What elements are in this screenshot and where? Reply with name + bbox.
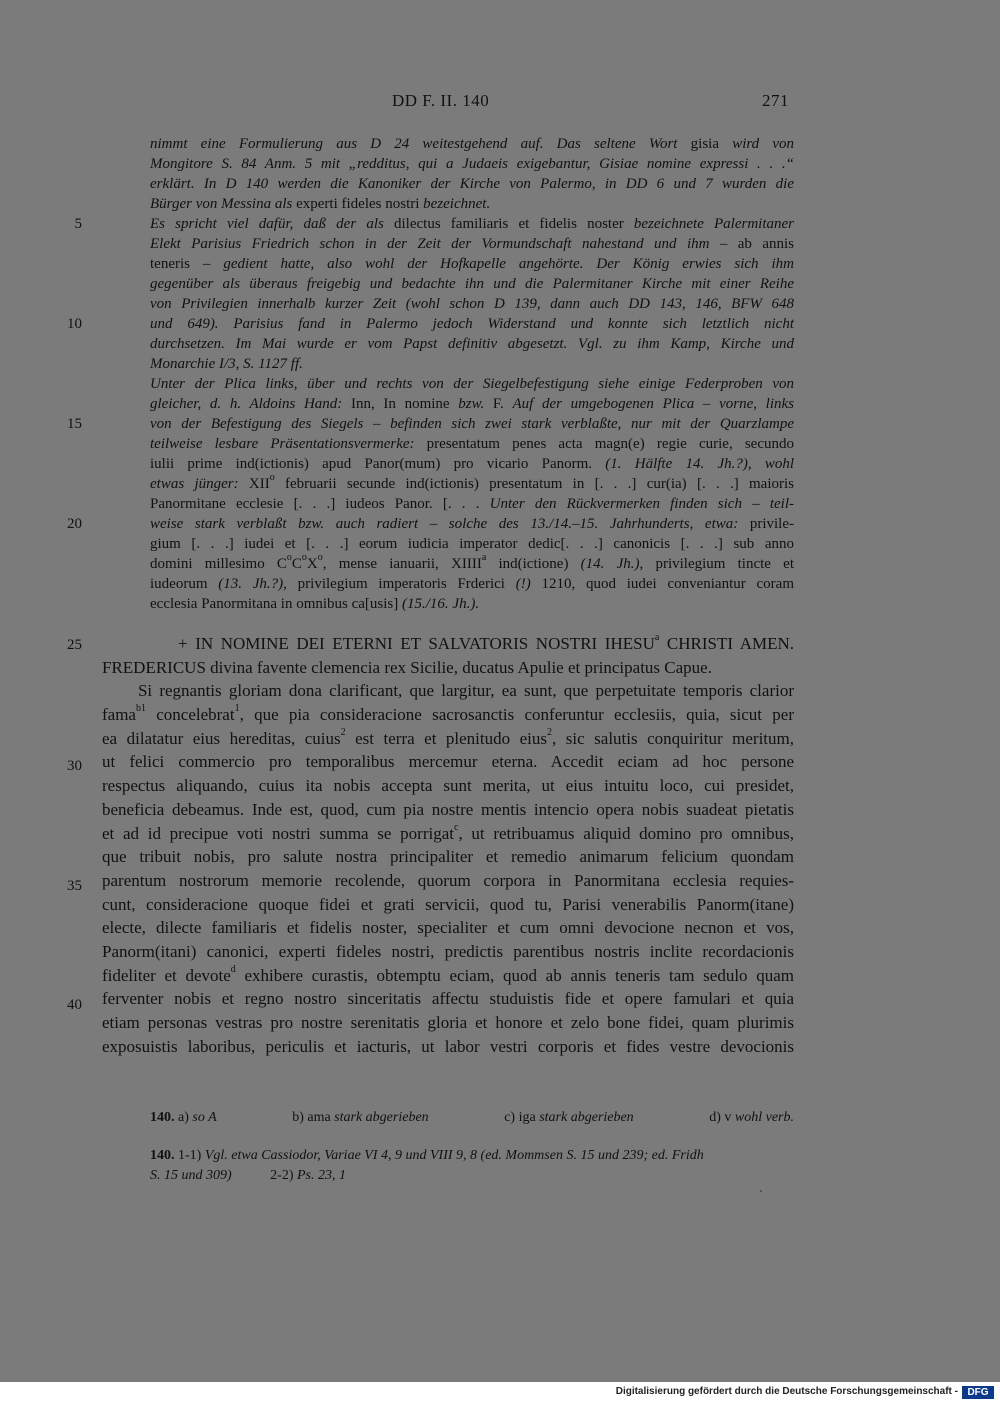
note-line: Bürger von Messina als experti fideles nostri bezeichnet. — [150, 196, 491, 212]
charter-line: etiam personas vestras pro nostre serenitatis gloria et honore et zelo bone fidei, quam plurimis — [102, 1013, 794, 1032]
note-line: gium [. . .] iudei et [. . .] eorum iudicia imperator dedic[. . .] canonicis [. . .] sub anno — [150, 536, 794, 552]
line-number: 5 — [74, 216, 82, 232]
dfg-logo: DFG — [962, 1386, 994, 1399]
note-line: ecclesia Panormitana in omnibus ca[usis] (15./16. Jh.). — [150, 596, 480, 612]
note-line: erklärt. In D 140 werden die Kanoniker der Kirche von Palermo, in DD 6 und 7 wurden die — [150, 176, 794, 192]
line-number: 20 — [67, 516, 82, 532]
charter-line: ea dilatatur eius hereditas, cuius$^2$ est terra et plenitudo eius$^2$, sic salutis conquiritur meritum, — [102, 727, 795, 748]
note-line: nimmt eine Formulierung aus D 24 weitestgehend auf. Das seltene Wort gisia wird von — [150, 136, 794, 152]
charter-line: ferventer nobis et regno nostro sinceritatis affectu studuistis fide et opere famulari et quia — [102, 989, 794, 1009]
line-number: 15 — [67, 416, 82, 432]
footnote-item: 140. a) so A — [150, 1110, 217, 1125]
charter-line: electe, dilecte familiaris et fidelis noster, specialiter et cum omni devocione necnon et vos, — [102, 918, 794, 938]
source-footnotes — [150, 1148, 794, 1188]
footnote-item: d) v wohl verb. — [709, 1110, 794, 1125]
note-line: iulii prime ind(ictionis) apud Panor(mum) pro vicario Panorm. (1. Hälfte 14. Jh.?), wohl — [150, 456, 794, 472]
note-line: weise stark verblaßt bzw. auch radiert – solche des 13./14.–15. Jahrhunderts, etwa: privile- — [150, 516, 794, 532]
charter-line: + IN NOMINE DEI ETERNI ET SALVATORIS NOSTRI IHESU$^a$ CHRISTI AMEN. — [102, 632, 794, 653]
footnote-line: 140. 1-1) Vgl. etwa Cassiodor, Variae VI 4, 9 und VIII 9, 8 (ed. Mommsen S. 15 und 239; ed. Fridh — [150, 1148, 704, 1163]
note-line: und 649). Parisius fand in Palermo jedoch Widerstand und konnte sich letztlich nicht — [150, 316, 794, 332]
footnote-item: c) iga stark abgerieben — [504, 1110, 634, 1125]
charter-line: exposuistis laboribus, periculis et iacturis, ut labor vestri corporis et fides vestre devocionis — [102, 1036, 794, 1056]
note-line: von der Befestigung des Siegels – befinden sich zwei stark verblaßte, nur mit der Quarzlampe — [150, 416, 794, 432]
note-line: gegenüber als überaus freigebig und bedachte ihn und die Palermitaner Kirche mit einer Reihe — [150, 276, 794, 292]
charter-line: ut felici commercio pro temporalibus mercemur eterna. Accedit eciam ad hoc persone — [102, 752, 794, 772]
note-line: gleicher, d. h. Aldoins Hand: Inn, In nomine bzw. F. Auf der umgebogenen Plica – vorne, links — [150, 396, 794, 412]
digitization-credit — [0, 1384, 1000, 1402]
note-line: Elekt Parisius Friedrich schon in der Zeit der Vormundschaft nahestand und ihm – ab annis — [150, 236, 794, 252]
note-line: Monarchie I/3, S. 1127 ff. — [150, 356, 303, 372]
note-line: teneris – gedient hatte, also wohl der Hofkapelle angehörte. Der König erwies sich ihm — [150, 256, 794, 272]
note-line: Mongitore S. 84 Anm. 5 mit „redditus, qui a Judaeis exigebantur, Gisiae nomine expressi . . .“ — [150, 156, 794, 172]
note-line: etwas jünger: XII$^o$ februarii secunde ind(ictionis) presentatum in [. . .] cur(ia) [. . .] maioris — [150, 472, 795, 492]
line-number: 25 — [67, 637, 82, 653]
charter-line: fideliter et devote$^d$ exhibere curastis, obtemptu eciam, quod ab annis teneris tam sedulo quam — [102, 963, 795, 985]
note-line: teilweise lesbare Präsentationsvermerke: presentatum penes acta magn(e) regie curie, secundo — [150, 436, 794, 452]
commentary-notes — [150, 134, 794, 614]
charter-line: parentum nostrorum memorie recolende, quorum corpora in Panormitana ecclesia requies- — [102, 870, 794, 890]
line-number: 35 — [67, 878, 82, 894]
charter-line: cunt, consideracione quoque fidei et grati servicii, quod tu, Parisi venerabilis Panorm(itane) — [102, 894, 794, 914]
footnote-line: S. 15 und 309) 2-2) Ps. 23, 1 — [150, 1168, 346, 1183]
credit-text: Digitalisierung gefördert durch die Deutsche Forschungsgemeinschaft - — [615, 1386, 958, 1397]
charter-line: et ad id precipue voti nostri summa se porrigat$^c$, ut retribuamus aliquid domino pro omnibus, — [102, 821, 794, 843]
charter-line: fama$^{b1}$ concelebrat$^1$, que pia consideracione sacrosanctis conferuntur ecclesiis, quia, sicut per — [102, 703, 794, 725]
charter-line: FREDERICUS divina favente clemencia rex Sicilie, ducatus Apulie et principatus Capue. — [102, 657, 712, 677]
textual-footnotes — [150, 1110, 794, 1126]
note-line: iudeorum (13. Jh.?), privilegium imperatoris Frderici (!) 1210, quod iudei conveniantur coram — [150, 576, 794, 592]
charter-line: respectus aliquando, cuius ita nobis accepta sunt merita, ut eius intuitu loco, cui presidet, — [102, 776, 794, 796]
running-header-title: DD F. II. 140 — [392, 91, 490, 110]
note-line: Panormitane ecclesie [. . .] iudeos Panor. [. . . Unter den Rückvermerken finden sich – teil- — [150, 496, 794, 512]
charter-line: beneficia debeamus. Inde est, quod, cum pia nostre mentis intencio opera nobis suadeat pietatis — [102, 799, 794, 819]
page-number: 271 — [762, 91, 789, 110]
charter-line: Si regnantis gloriam dona clarificant, que largitur, ea sunt, que perpetuitate temporis clarior — [102, 681, 794, 701]
scan-speck — [760, 1190, 762, 1192]
note-line: Es spricht viel dafür, daß der als dilectus familiaris et fidelis noster bezeichnete Palermitaner — [150, 216, 794, 232]
note-line: von Privilegien innerhalb kurzer Zeit (wohl schon D 139, dann auch DD 143, 146, BFW 648 — [150, 296, 794, 312]
line-number: 40 — [67, 997, 82, 1013]
charter-text — [102, 632, 794, 1058]
line-number: 30 — [67, 758, 82, 774]
note-line: domini millesimo $C^oC^oX^o$, mense ianuarii, XIIII$^a$ ind(ictione) (14. Jh.), privilegium tincte et — [150, 552, 794, 572]
note-line: durchsetzen. Im Mai wurde er vom Papst definitiv abgesetzt. Vgl. zu ihm Kamp, Kirche und — [150, 336, 794, 352]
footnote-item: b) ama stark abgerieben — [292, 1110, 429, 1125]
charter-line: que tribuit nobis, pro salute nostra principaliter et remedio animarum felicium quondam — [102, 847, 794, 867]
note-line: Unter der Plica links, über und rechts von der Siegelbefestigung siehe einige Federproben von — [150, 376, 794, 392]
charter-line: Panorm(itani) canonici, experti fideles nostri, predictis parentibus nostris inclite recordacionis — [102, 941, 794, 961]
line-number: 10 — [67, 316, 82, 332]
